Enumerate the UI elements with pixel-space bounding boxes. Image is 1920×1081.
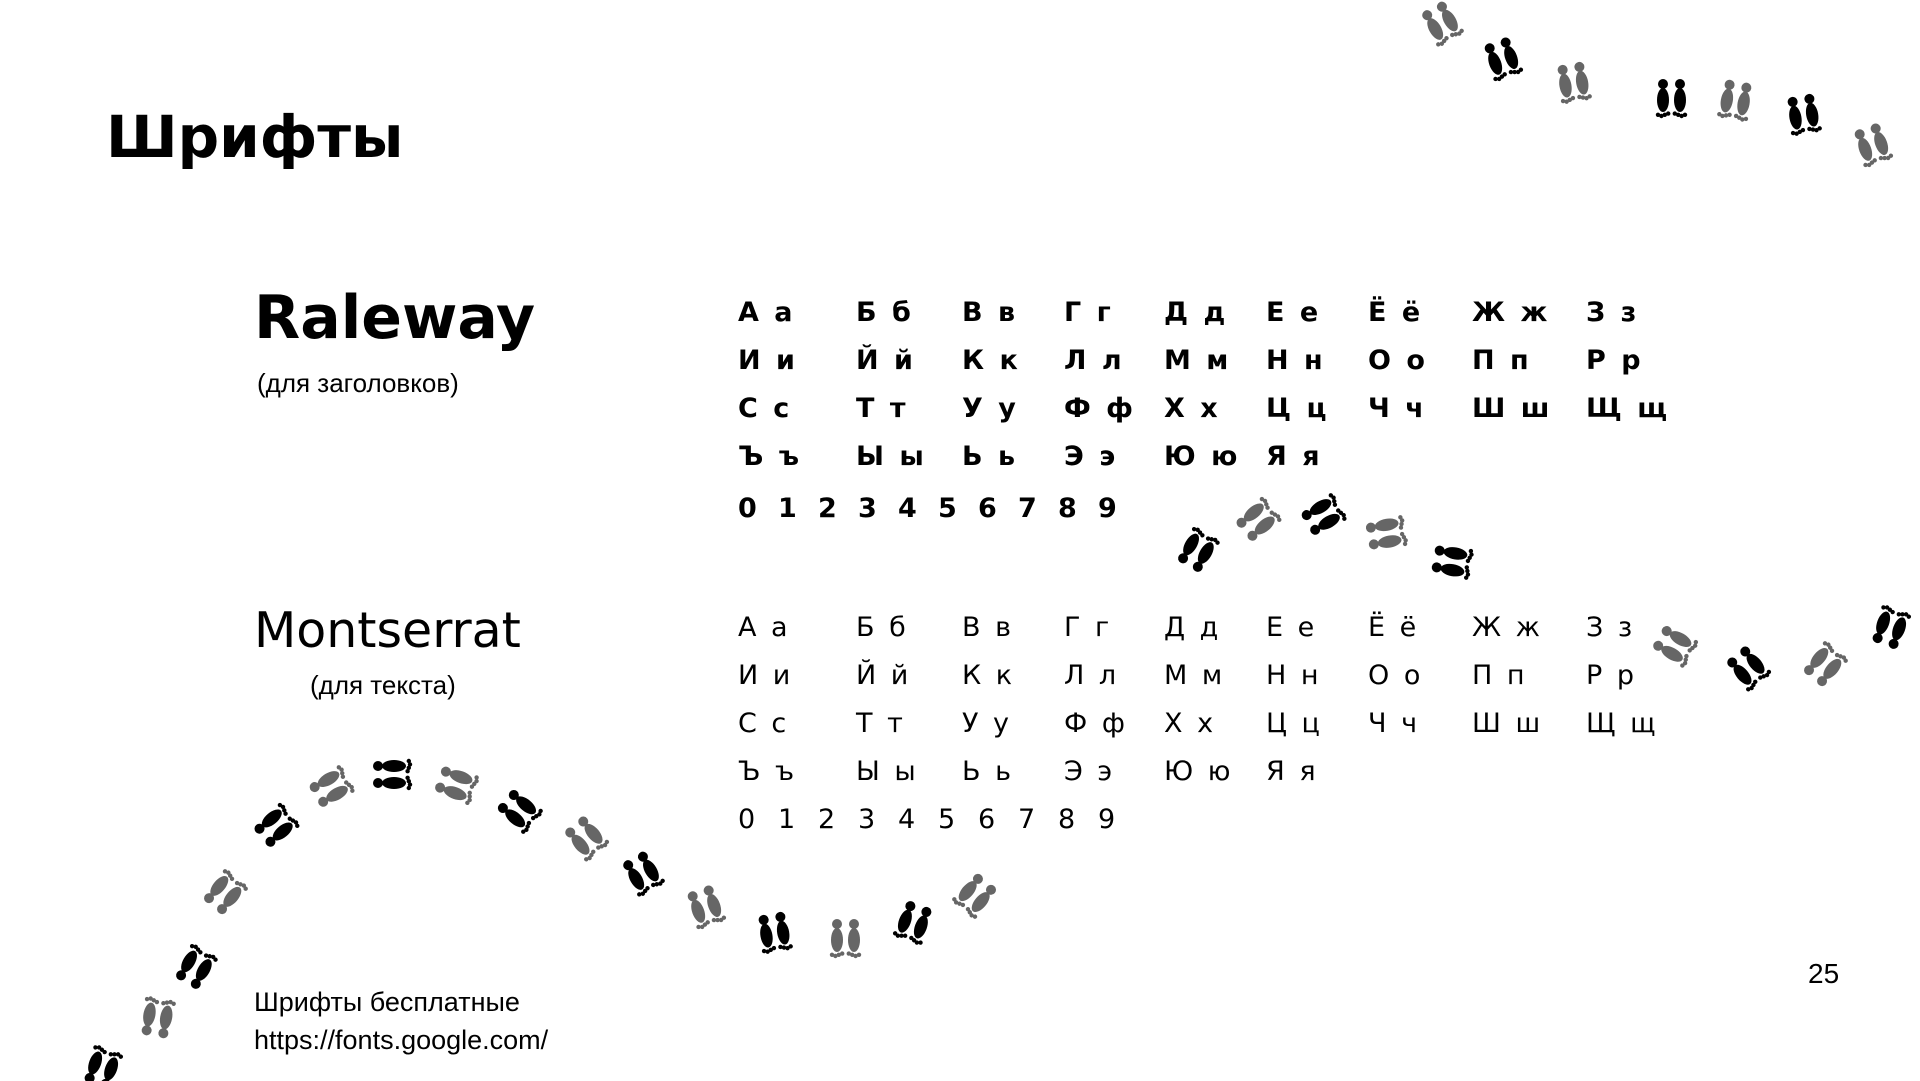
footprint-icon (1174, 525, 1221, 575)
glyph-pair: А а (738, 612, 791, 643)
footprint-icon (172, 942, 219, 992)
glyph-pair: Н н (1266, 345, 1326, 376)
raleway-caption: (для заголовков) (257, 368, 459, 398)
digit: 2 (818, 804, 836, 835)
glyph-pair: С с (738, 393, 793, 424)
glyph-pair: С с (738, 708, 790, 739)
glyph-pair: У у (962, 393, 1019, 424)
footprint-icon (1365, 515, 1409, 553)
footprint-icon (251, 801, 301, 850)
footprint-icon (494, 786, 544, 835)
empty-cell (1368, 433, 1472, 481)
glyph-pair: Р р (1586, 345, 1644, 376)
digit: 5 (938, 804, 956, 835)
footprint-icon (684, 883, 727, 931)
glyph-pair: Ф ф (1064, 393, 1136, 424)
page-number: 25 (1808, 958, 1840, 989)
glyph-pair: Ю ю (1164, 441, 1241, 472)
footprint-icon (139, 995, 177, 1039)
glyph-pair: Р р (1586, 660, 1638, 691)
footer-fonts-link[interactable]: https://fonts.google.com/ (254, 1025, 549, 1055)
digit: 0 (738, 493, 757, 524)
glyph-pair: Л л (1064, 660, 1120, 691)
font-name-raleway: Raleway (254, 283, 536, 353)
footprint-icon (619, 849, 666, 899)
glyph-pair: Я я (1266, 441, 1323, 472)
glyph-pair: О о (1368, 345, 1428, 376)
footprint-icon (1555, 61, 1593, 105)
glyph-pair: П п (1472, 345, 1532, 376)
digit: 3 (858, 804, 876, 835)
glyph-pair: А а (738, 297, 796, 328)
glyph-pair: Ж ж (1472, 612, 1543, 643)
digit: 1 (778, 804, 796, 835)
glyph-pair: Т т (856, 708, 906, 739)
footprint-icon (81, 1043, 124, 1081)
glyph-pair: Й й (856, 660, 912, 691)
glyph-pair: Ы ы (856, 441, 927, 472)
digit: 3 (858, 493, 877, 524)
glyph-pair: Е е (1266, 297, 1322, 328)
montserrat-caption: (для текста) (310, 670, 456, 700)
glyph-pair: И и (738, 660, 794, 691)
footprint-icon (1233, 495, 1283, 544)
footprint-icon (1418, 0, 1465, 48)
glyph-pair: П п (1472, 660, 1528, 691)
footprint-icon (1851, 121, 1894, 169)
glyph-pair: Ц ц (1266, 708, 1323, 739)
glyph-pair: К к (962, 345, 1021, 376)
glyph-pair: Г г (1064, 612, 1113, 643)
glyph-pair: Ь ь (962, 756, 1015, 787)
glyph-pair: М м (1164, 660, 1226, 691)
footprint-icon (1724, 643, 1773, 693)
glyph-pair: М м (1164, 345, 1232, 376)
glyph-pair: Ч ч (1368, 393, 1427, 424)
glyph-pair: З з (1586, 612, 1636, 643)
footprint-icon (1656, 79, 1687, 118)
glyph-pair: Г г (1064, 297, 1114, 328)
footprint-icon (950, 870, 999, 920)
digit: 5 (938, 493, 957, 524)
digit: 9 (1098, 493, 1117, 524)
glyph-pair: Ю ю (1164, 756, 1234, 787)
glyph-pair: Ш ш (1472, 708, 1544, 739)
footprint-icon (433, 763, 481, 806)
digit: 6 (978, 493, 997, 524)
glyph-pair: Й й (856, 345, 916, 376)
digit: 6 (978, 804, 996, 835)
glyph-pair: Е е (1266, 612, 1318, 643)
glyph-pair: Э э (1064, 756, 1116, 787)
empty-cell (1586, 748, 1676, 796)
glyph-pair: Ш ш (1472, 393, 1553, 424)
digit: 4 (898, 493, 917, 524)
glyph-pair: Л л (1064, 345, 1125, 376)
empty-cell (1472, 433, 1586, 481)
raleway-digits-row (738, 485, 1138, 533)
footprint-icon (1785, 93, 1823, 137)
glyph-pair: Х х (1164, 708, 1217, 739)
glyph-pair: Щ щ (1586, 393, 1671, 424)
footprint-icon (756, 911, 794, 955)
empty-cell (1368, 748, 1472, 796)
footprint-icon (562, 813, 611, 863)
footprint-icon (307, 764, 357, 811)
glyph-pair: Ь ь (962, 441, 1019, 472)
footprint-icon (1869, 603, 1912, 651)
footprint-icon (1481, 35, 1524, 83)
footer-free-fonts-note: Шрифты бесплатные (254, 987, 520, 1017)
glyph-pair: Б б (856, 612, 909, 643)
glyph-pair: Ы ы (856, 756, 919, 787)
glyph-pair: О о (1368, 660, 1424, 691)
glyph-pair: Т т (856, 393, 909, 424)
glyph-pair: Х х (1164, 393, 1221, 424)
montserrat-alphabet-grid (738, 604, 1676, 796)
glyph-pair: Н н (1266, 660, 1322, 691)
raleway-alphabet-grid (738, 289, 1676, 481)
glyph-pair: Ф ф (1064, 708, 1128, 739)
footprint-icon (892, 899, 935, 947)
digit: 9 (1098, 804, 1116, 835)
digit: 8 (1058, 804, 1076, 835)
glyph-pair: Ё ё (1368, 612, 1420, 643)
empty-cell (1586, 433, 1676, 481)
digit: 1 (778, 493, 797, 524)
footprint-icon (1717, 79, 1755, 123)
glyph-pair: З з (1586, 297, 1640, 328)
glyph-pair: В в (962, 297, 1019, 328)
glyph-pair: Б б (856, 297, 914, 328)
glyph-pair: Э э (1064, 441, 1119, 472)
digit: 7 (1018, 804, 1036, 835)
font-name-montserrat: Montserrat (254, 602, 521, 659)
footprint-icon (200, 867, 249, 917)
glyph-pair: Ё ё (1368, 297, 1424, 328)
footprint-icon (373, 759, 412, 790)
glyph-pair: В в (962, 612, 1015, 643)
glyph-pair: У у (962, 708, 1013, 739)
digit: 7 (1018, 493, 1037, 524)
digit: 2 (818, 493, 837, 524)
glyph-pair: И и (738, 345, 798, 376)
glyph-pair: Ж ж (1472, 297, 1551, 328)
glyph-pair: Ъ ъ (738, 441, 803, 472)
glyph-pair: Ц ц (1266, 393, 1330, 424)
glyph-pair: Ч ч (1368, 708, 1421, 739)
digit: 8 (1058, 493, 1077, 524)
digit: 0 (738, 804, 756, 835)
glyph-pair: Д д (1164, 612, 1222, 643)
glyph-pair: Я я (1266, 756, 1319, 787)
glyph-pair: К к (962, 660, 1016, 691)
glyph-pair: Ъ ъ (738, 756, 798, 787)
glyph-pair: Щ щ (1586, 708, 1659, 739)
empty-cell (1472, 748, 1586, 796)
footprint-icon (830, 919, 861, 958)
footprint-icon (1299, 492, 1349, 539)
glyph-pair: Д д (1164, 297, 1229, 328)
digit: 4 (898, 804, 916, 835)
montserrat-digits-row (738, 796, 1138, 844)
footprint-icon (1431, 543, 1475, 581)
slide-title: Шрифты (106, 103, 404, 171)
footprint-icon (1800, 639, 1849, 689)
